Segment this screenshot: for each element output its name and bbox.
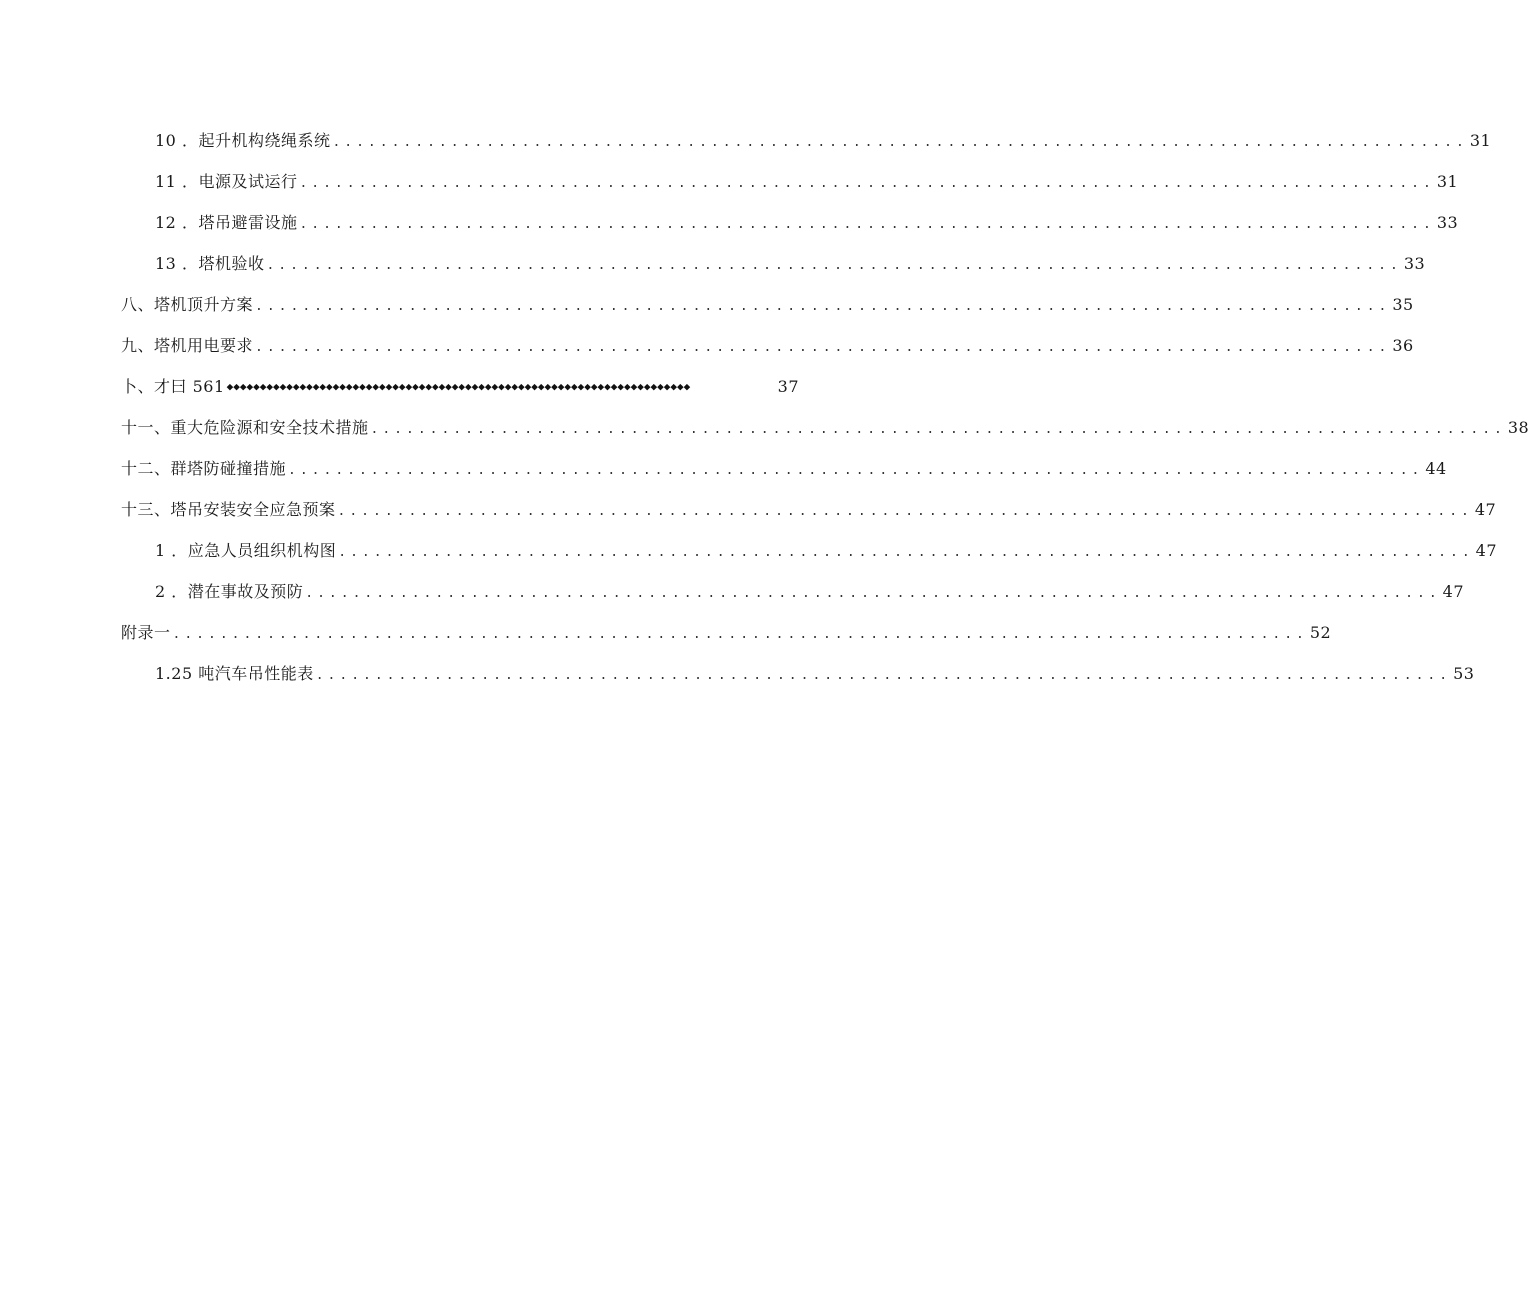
toc-entry[interactable]	[121, 456, 1447, 482]
toc-leader-dots: ................................................................................................	[288, 463, 1424, 478]
toc-leader-dots: ................................................................................................	[172, 627, 1308, 642]
toc-entry-label: 八、塔机顶升方案	[121, 295, 254, 314]
toc-entry-label: 1 ．应急人员组织机构图	[155, 541, 337, 560]
toc-leader-dots: ................................................................................................	[370, 422, 1506, 437]
toc-entry[interactable]	[155, 169, 1459, 195]
toc-leader-dots: ................................................................................................	[305, 586, 1441, 601]
toc-leader-dots: ................................................................................................	[315, 668, 1452, 683]
toc-entry[interactable]	[121, 497, 1497, 523]
toc-entry-label: 13 ．塔机验收	[155, 254, 265, 273]
toc-entry[interactable]	[155, 128, 1492, 154]
toc-entry[interactable]	[155, 210, 1459, 236]
toc-page-number: 31	[1436, 172, 1459, 191]
toc-leader-dots: ................................................................................................	[255, 299, 1391, 314]
toc-page-number: 47	[1475, 541, 1497, 560]
toc-entry-label: 十三、塔吊安装安全应急预案	[121, 500, 336, 519]
toc-entry[interactable]	[121, 620, 1332, 646]
toc-entry[interactable]	[121, 415, 1529, 441]
toc-entry-label: 十二、群塔防碰撞措施	[121, 459, 287, 478]
toc-page-number: 36	[1392, 336, 1414, 355]
toc-page-number: 52	[1309, 623, 1332, 642]
toc-entry-label: 2 ．潜在事故及预防	[155, 582, 304, 601]
toc-entry[interactable]	[155, 538, 1497, 564]
toc-entry-label: 12 ．塔吊避雷设施	[155, 213, 298, 232]
toc-page-number: 53	[1453, 664, 1475, 683]
toc-entry[interactable]	[121, 292, 1414, 318]
toc-entry[interactable]	[155, 579, 1464, 605]
toc-entry-label: 卜、才曰 561	[121, 377, 225, 396]
toc-entry-label: 十一、重大危险源和安全技术措施	[121, 418, 369, 437]
toc-page-number: 47	[1442, 582, 1464, 601]
toc-leader-diamonds: ◆◆◆◆◆◆◆◆◆◆◆◆◆◆◆◆◆◆◆◆◆◆◆◆◆◆◆◆◆◆◆◆◆◆◆◆◆◆◆◆◆◆◆◆◆◆◆◆◆◆◆◆◆◆◆◆◆◆◆◆◆◆◆◆◆◆◆◆◆◆	[226, 380, 691, 393]
toc-page-number: 38	[1507, 418, 1529, 437]
toc-page-number: 44	[1425, 459, 1447, 478]
toc-entry-label: 11 ．电源及试运行	[155, 172, 298, 191]
toc-leader-dots: ................................................................................................	[332, 135, 1468, 150]
toc-leader-dots: ................................................................................................	[338, 545, 1474, 560]
toc-entry-label: 九、塔机用电要求	[121, 336, 254, 355]
toc-page-number: 47	[1474, 500, 1497, 519]
toc-leader-dots: ................................................................................................	[266, 258, 1402, 273]
toc-entry[interactable]	[155, 251, 1426, 277]
toc-entry[interactable]	[121, 333, 1414, 359]
toc-entry-label: 附录一	[121, 623, 171, 642]
toc-page-number: 37	[777, 377, 799, 396]
toc-page-number: 35	[1392, 295, 1414, 314]
toc-leader-dots: ................................................................................................	[299, 176, 1435, 191]
toc-leader-dots: ................................................................................................	[255, 340, 1391, 355]
toc-entry[interactable]	[155, 661, 1475, 687]
toc-leader-dots: ................................................................................................	[337, 504, 1473, 519]
toc-page-number: 31	[1469, 131, 1492, 150]
toc-page-number: 33	[1436, 213, 1459, 232]
toc-entry-label: 10 ．起升机构绕绳系统	[155, 131, 331, 150]
toc-entry-label: 1.25 吨汽车吊性能表	[155, 664, 314, 683]
toc-entry[interactable]	[121, 374, 799, 400]
toc-leader-dots: ................................................................................................	[299, 217, 1435, 232]
toc-page-number: 33	[1403, 254, 1426, 273]
